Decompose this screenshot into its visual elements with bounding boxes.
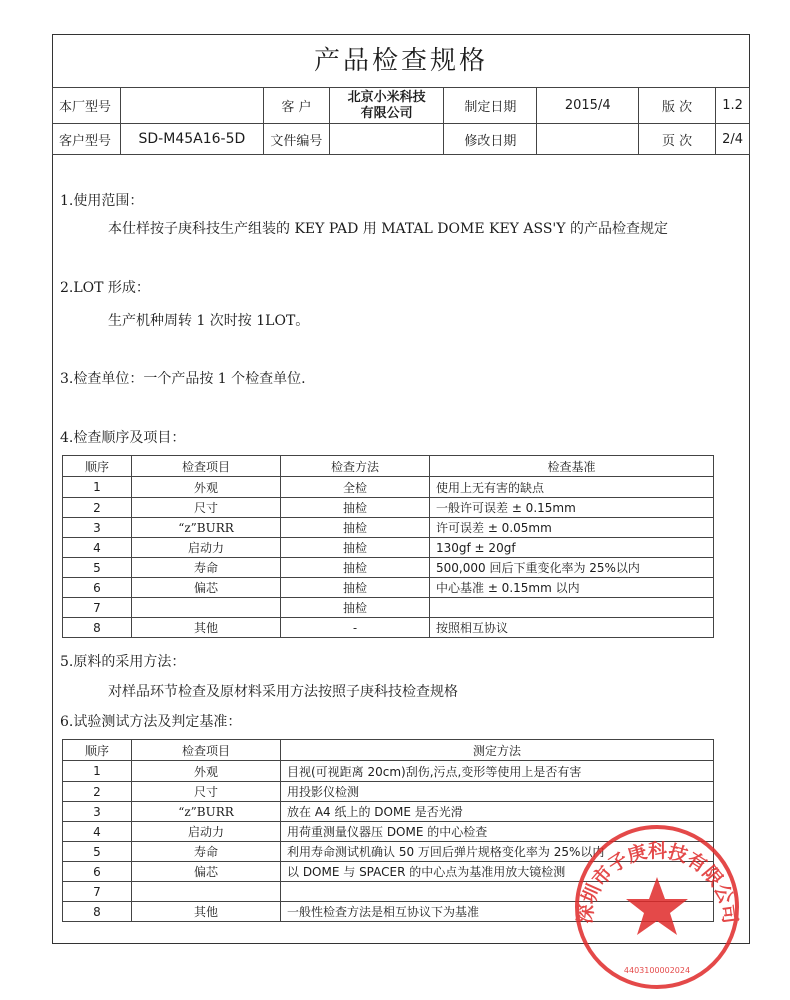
section-2-text: 生产机种周转 1 次时按 1LOT。 bbox=[108, 313, 310, 329]
table1-header-cell: 检查基准 bbox=[430, 456, 714, 477]
table2-cell: 偏芯 bbox=[132, 862, 281, 882]
header-row-1 bbox=[53, 88, 750, 124]
table1-cell: 启动力 bbox=[132, 538, 281, 558]
table1-cell: 中心基准 ± 0.15mm 以内 bbox=[430, 578, 714, 598]
table2-header bbox=[63, 740, 714, 761]
section-6-title: 6.试验测试方法及判定基准： bbox=[60, 714, 242, 730]
table1-cell: 5 bbox=[63, 558, 132, 578]
table1-cell: 一般许可误差 ± 0.15mm bbox=[430, 498, 714, 518]
table1-row bbox=[63, 538, 714, 558]
table1-cell: 1 bbox=[63, 477, 132, 498]
table2-cell: 用投影仪检测 bbox=[281, 782, 714, 802]
table1-header-cell: 顺序 bbox=[63, 456, 132, 477]
table1-cell: 许可误差 ± 0.05mm bbox=[430, 518, 714, 538]
label-customer-model: 客户型号 bbox=[53, 124, 121, 155]
table1-cell: 抽检 bbox=[281, 498, 430, 518]
table1-cell bbox=[132, 598, 281, 618]
seal-name-path: 深圳市子庚科技有限公司 bbox=[573, 840, 742, 925]
table2-cell: 4 bbox=[63, 822, 132, 842]
seal-number: 4403100002024 bbox=[623, 966, 691, 975]
value-file-number bbox=[330, 124, 444, 155]
table1-cell: “z”BURR bbox=[132, 518, 281, 538]
table2-header-cell: 检查项目 bbox=[132, 740, 281, 761]
table1-row bbox=[63, 558, 714, 578]
table2-cell: “z”BURR bbox=[132, 802, 281, 822]
table1-cell: 6 bbox=[63, 578, 132, 598]
table1-cell: 130gf ± 20gf bbox=[430, 538, 714, 558]
table2-cell: 7 bbox=[63, 882, 132, 902]
value-version: 1.2 bbox=[716, 88, 750, 124]
table1-header bbox=[63, 456, 714, 477]
table2-cell: 尺寸 bbox=[132, 782, 281, 802]
table1-cell: 外观 bbox=[132, 477, 281, 498]
table2-cell: 放在 A4 纸上的 DOME 是否光滑 bbox=[281, 802, 714, 822]
section-2-title: 2.LOT 形成： bbox=[60, 280, 150, 296]
table1-cell bbox=[430, 598, 714, 618]
table1-cell: 全检 bbox=[281, 477, 430, 498]
label-factory-model: 本厂型号 bbox=[53, 88, 121, 124]
table2-cell: 其他 bbox=[132, 902, 281, 922]
section-1-title: 1.使用范围： bbox=[60, 193, 144, 209]
label-create-date: 制定日期 bbox=[444, 88, 537, 124]
table2-cell: 启动力 bbox=[132, 822, 281, 842]
table1-cell: 按照相互协议 bbox=[430, 618, 714, 638]
table2-cell: 外观 bbox=[132, 761, 281, 782]
table2-cell: 利用寿命测试机确认 50 万回后弹片规格变化率为 25%以内 bbox=[281, 842, 714, 862]
table1-cell: - bbox=[281, 618, 430, 638]
table1-cell: 4 bbox=[63, 538, 132, 558]
table1-header-cell: 检查项目 bbox=[132, 456, 281, 477]
table1-cell: 500,000 回后下重变化率为 25%以内 bbox=[430, 558, 714, 578]
table1-cell: 偏芯 bbox=[132, 578, 281, 598]
table1-cell: 3 bbox=[63, 518, 132, 538]
table2-cell bbox=[132, 882, 281, 902]
value-customer bbox=[330, 88, 444, 124]
table1-row bbox=[63, 598, 714, 618]
section-5-text: 对样品环节检查及原材料采用方法按照子庚科技检查规格 bbox=[108, 684, 458, 700]
table1-cell: 寿命 bbox=[132, 558, 281, 578]
table2-header-cell: 测定方法 bbox=[281, 740, 714, 761]
table2-cell: 以 DOME 与 SPACER 的中心点为基准用放大镜检测 bbox=[281, 862, 714, 882]
table2-cell: 3 bbox=[63, 802, 132, 822]
section-4-title: 4.检查顺序及项目： bbox=[60, 430, 186, 446]
value-modify-date bbox=[537, 124, 639, 155]
table2-cell: 6 bbox=[63, 862, 132, 882]
table1-cell: 8 bbox=[63, 618, 132, 638]
header-table bbox=[52, 87, 750, 155]
table1-cell: 尺寸 bbox=[132, 498, 281, 518]
table1-header-cell: 检查方法 bbox=[281, 456, 430, 477]
label-page: 页 次 bbox=[639, 124, 716, 155]
label-customer: 客 户 bbox=[263, 88, 329, 124]
table1-cell: 抽检 bbox=[281, 518, 430, 538]
table1-row bbox=[63, 618, 714, 638]
table2-cell: 目视(可视距离 20cm)刮伤,污点,变形等使用上是否有害 bbox=[281, 761, 714, 782]
label-modify-date: 修改日期 bbox=[444, 124, 537, 155]
table1-row bbox=[63, 578, 714, 598]
table1-row bbox=[63, 498, 714, 518]
table2-cell: 一般性检查方法是相互协议下为基准 bbox=[281, 902, 714, 922]
table1-cell: 使用上无有害的缺点 bbox=[430, 477, 714, 498]
document-title: 产品检查规格 bbox=[52, 34, 750, 88]
section-1-text: 本仕样按子庚科技生产组装的 KEY PAD 用 MATAL DOME KEY ASS'Y 的产品检查规定 bbox=[108, 221, 668, 237]
table2-cell: 用荷重测量仪器压 DOME 的中心检查 bbox=[281, 822, 714, 842]
table2-row bbox=[63, 761, 714, 782]
table2-cell: 5 bbox=[63, 842, 132, 862]
table1-cell: 2 bbox=[63, 498, 132, 518]
table2-cell: 8 bbox=[63, 902, 132, 922]
value-customer-text: 北京小米科技 有限公司 bbox=[347, 89, 426, 121]
table1-cell: 其他 bbox=[132, 618, 281, 638]
header-row-2 bbox=[53, 124, 750, 155]
value-create-date: 2015/4 bbox=[537, 88, 639, 124]
table2-cell: 寿命 bbox=[132, 842, 281, 862]
table1-cell: 抽检 bbox=[281, 598, 430, 618]
table2-cell: 1 bbox=[63, 761, 132, 782]
company-seal bbox=[565, 815, 750, 995]
value-factory-model bbox=[120, 88, 263, 124]
table1-cell: 抽检 bbox=[281, 538, 430, 558]
seal-star bbox=[626, 877, 688, 935]
table2-cell: 2 bbox=[63, 782, 132, 802]
section-5-title: 5.原料的采用方法： bbox=[60, 654, 186, 670]
table1-row bbox=[63, 518, 714, 538]
label-version: 版 次 bbox=[639, 88, 716, 124]
section-3-title: 3.检查单位：一个产品按 1 个检查单位. bbox=[60, 371, 306, 387]
table1-cell: 抽检 bbox=[281, 558, 430, 578]
value-page: 2/4 bbox=[716, 124, 750, 155]
label-file-number: 文件编号 bbox=[263, 124, 329, 155]
table1-row bbox=[63, 477, 714, 498]
table1-cell: 7 bbox=[63, 598, 132, 618]
table2-header-cell: 顺序 bbox=[63, 740, 132, 761]
value-customer-model: SD-M45A16-5D bbox=[120, 124, 263, 155]
table2-row bbox=[63, 782, 714, 802]
table1-cell: 抽检 bbox=[281, 578, 430, 598]
inspection-items-table bbox=[62, 455, 714, 638]
